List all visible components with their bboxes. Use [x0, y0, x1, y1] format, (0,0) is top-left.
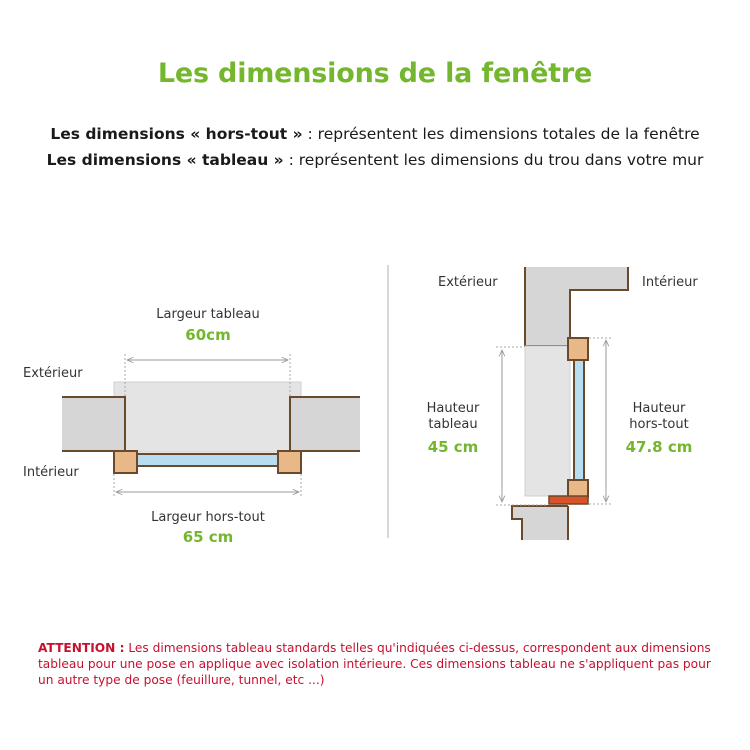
section-frame-top: [568, 338, 588, 360]
intro-term-hors-tout: Les dimensions « hors-tout »: [50, 125, 303, 143]
height-overall-value: 47.8 cm: [625, 438, 693, 456]
section-exterior-label: Extérieur: [438, 275, 498, 290]
lower-wall: [512, 506, 568, 540]
warning-notice: [38, 640, 718, 688]
plan-view: [23, 307, 360, 546]
height-overall-label-1: Hauteur: [632, 401, 686, 416]
reveal-area: [525, 346, 570, 496]
section-glass: [574, 360, 584, 480]
height-overall-label-2: hors-tout: [629, 417, 689, 432]
window-frame-right: [278, 451, 301, 473]
warning-text: Les dimensions tableau standards telles qu'indiquées ci-dessus, correspondent aux dimensions tableau pour une pose en applique avec isolation intérieure. Ces dimensions tableau ne s'appliquent pas pour un autre type de pose (feuillure, tunnel, etc ...): [38, 641, 711, 687]
lintel-wall: [525, 267, 628, 346]
section-interior-label: Intérieur: [642, 275, 698, 290]
opening-area: [114, 382, 301, 452]
warning-prefix: ATTENTION :: [38, 641, 125, 655]
intro-term-tableau: Les dimensions « tableau »: [46, 151, 284, 169]
right-wall: [290, 397, 360, 451]
window-frame-left: [114, 451, 137, 473]
width-tableau-value: 60cm: [185, 326, 231, 344]
height-tableau-label-1: Hauteur: [426, 401, 480, 416]
section-view: [427, 267, 699, 540]
intro-definition-hors-tout: : représentent les dimensions totales de la fenêtre: [302, 125, 700, 143]
intro-definition-tableau: : représentent les dimensions du trou dans votre mur: [283, 151, 704, 169]
window-glass: [137, 454, 278, 466]
width-tableau-label: Largeur tableau: [156, 307, 260, 322]
page-title: Les dimensions de la fenêtre: [157, 58, 593, 89]
plan-exterior-label: Extérieur: [23, 366, 83, 381]
width-overall-value: 65 cm: [182, 528, 234, 546]
height-tableau-value: 45 cm: [427, 438, 479, 456]
width-overall-label: Largeur hors-tout: [151, 510, 265, 525]
section-frame-bottom: [568, 480, 588, 497]
left-wall: [62, 397, 125, 451]
section-sill: [549, 496, 588, 504]
height-tableau-label-2: tableau: [428, 417, 478, 432]
plan-interior-label: Intérieur: [23, 465, 79, 480]
